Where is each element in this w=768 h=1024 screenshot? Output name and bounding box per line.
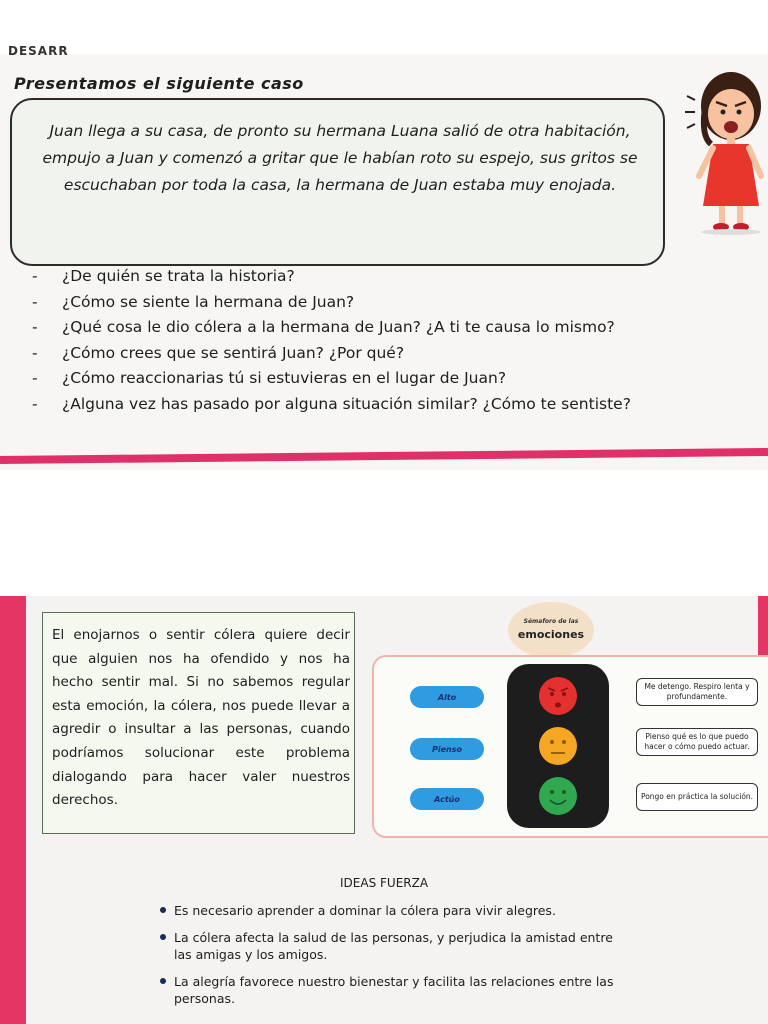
angry-face-icon [539, 677, 577, 715]
semaforo-title: emociones [517, 628, 585, 641]
ideas-list [160, 902, 630, 1017]
idea-item: La alegría favorece nuestro bienestar y facilita las relaciones entre las personas. [160, 973, 630, 1007]
section-title: Presentamos el siguiente caso [14, 74, 304, 93]
step-note-alto: Me detengo. Respiro lenta y profundamente. [636, 678, 758, 706]
happy-face-icon [539, 777, 577, 815]
step-label-actuo: Actúo [410, 788, 484, 810]
ideas-title: IDEAS FUERZA [340, 876, 429, 890]
story-text: Juan llega a su casa, de pronto su hermana Luana salió de otra habitación, empujo a Juan y comenzó a gritar que le habían roto su espejo, sus gritos se escuchaban por toda la casa, la hermana de Juan estaba muy enojada. [42, 122, 638, 194]
angry-girl-icon [683, 66, 768, 236]
question-list [62, 264, 631, 417]
question-item: - ¿Cómo se siente la hermana de Juan? [62, 290, 631, 316]
idea-item: La cólera afecta la salud de las personas, y perjudica la amistad entre las amigas y los amigos. [160, 929, 630, 963]
idea-item: Es necesario aprender a dominar la cólera para vivir alegres. [160, 902, 630, 919]
left-accent-strip [0, 596, 26, 1024]
step-note-actuo: Pongo en práctica la solución. [636, 783, 758, 811]
question-item: - ¿Alguna vez has pasado por alguna situación similar? ¿Cómo te sentiste? [62, 392, 631, 418]
step-label-alto: Alto [410, 686, 484, 708]
page-header-fragment: DESARR [8, 44, 69, 58]
definition-text: El enojarnos o sentir cólera quiere decir que alguien nos ha ofendido y nos ha hecho sentir mal. Si no sabemos regular esta emoción, la cólera, nos puede llevar a agredir o insultar a las personas, cuando podríamos solucionar este problema dialogando para hacer valer nuestros derechos. [52, 627, 350, 809]
question-item: - ¿Cómo crees que se sentirá Juan? ¿Por qué? [62, 341, 631, 367]
semaforo-title-small: Sémaforo de las [523, 618, 579, 625]
traffic-light-icon [503, 664, 613, 828]
step-label-pienso: Pienso [410, 738, 484, 760]
top-margin [0, 0, 768, 54]
question-item: - ¿De quién se trata la historia? [62, 264, 631, 290]
question-item: - ¿Qué cosa le dio cólera a la hermana de Juan? ¿A ti te causa lo mismo? [62, 315, 631, 341]
question-item: - ¿Cómo reaccionarias tú si estuvieras en el lugar de Juan? [62, 366, 631, 392]
neutral-face-icon [539, 727, 577, 765]
step-note-pienso: Pienso qué es lo que puedo hacer o cómo puedo actuar. [636, 728, 758, 756]
